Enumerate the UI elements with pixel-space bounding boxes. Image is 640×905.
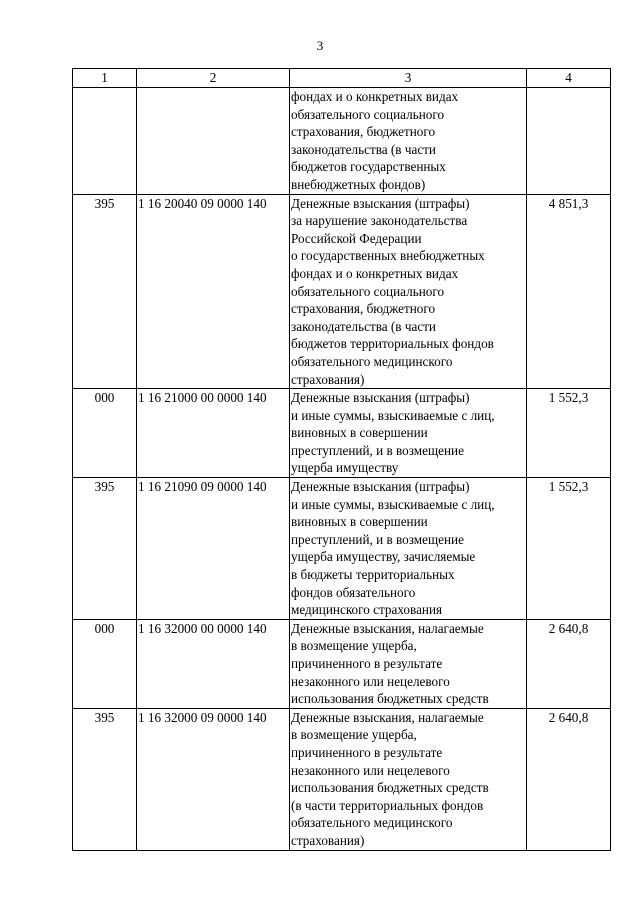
revenue-name-cell: Денежные взыскания (штрафы) и иные суммы, взыскиваемые с лиц, виновных в совершении преступлений, и в возмещение ущерба имуществу, зачисляемые в бюджеты территориальных фондов обязательного медицинского страхования	[290, 478, 527, 620]
revenue-code-cell: 1 16 21000 00 0000 140	[137, 389, 290, 478]
table-row	[73, 88, 611, 195]
amount-cell	[527, 88, 611, 195]
table-row	[73, 619, 611, 708]
amount-cell: 1 552,3	[527, 389, 611, 478]
admin-code-cell: 000	[73, 619, 137, 708]
table-row	[73, 389, 611, 478]
revenue-code-cell	[137, 88, 290, 195]
revenue-code-cell: 1 16 21090 09 0000 140	[137, 478, 290, 620]
amount-cell: 2 640,8	[527, 619, 611, 708]
revenue-table	[72, 68, 611, 851]
revenue-code-cell: 1 16 32000 00 0000 140	[137, 619, 290, 708]
revenue-name-cell: Денежные взыскания, налагаемые в возмещение ущерба, причиненного в результате незаконного или нецелевого использования бюджетных средств (в части территориальных фондов обязательного медицинского страхования)	[290, 708, 527, 850]
revenue-name-cell: фондах и о конкретных видах обязательного социального страхования, бюджетного законодательства (в части бюджетов государственных внебюджетных фондов)	[290, 88, 527, 195]
amount-cell: 2 640,8	[527, 708, 611, 850]
page-number: 3	[316, 38, 324, 53]
column-header-4: 4	[527, 69, 611, 88]
admin-code-cell: 395	[73, 478, 137, 620]
admin-code-cell: 395	[73, 194, 137, 389]
table-row	[73, 708, 611, 850]
column-header-3: 3	[290, 69, 527, 88]
admin-code-cell: 000	[73, 389, 137, 478]
revenue-code-cell: 1 16 20040 09 0000 140	[137, 194, 290, 389]
admin-code-cell: 395	[73, 708, 137, 850]
column-header-2: 2	[137, 69, 290, 88]
revenue-name-cell: Денежные взыскания, налагаемые в возмещение ущерба, причиненного в результате незаконного или нецелевого использования бюджетных средств	[290, 619, 527, 708]
amount-cell: 1 552,3	[527, 478, 611, 620]
column-header-1: 1	[73, 69, 137, 88]
revenue-code-cell: 1 16 32000 09 0000 140	[137, 708, 290, 850]
table-header-row	[73, 69, 611, 88]
table-row	[73, 478, 611, 620]
amount-cell: 4 851,3	[527, 194, 611, 389]
revenue-name-cell: Денежные взыскания (штрафы) и иные суммы, взыскиваемые с лиц, виновных в совершении преступлений, и в возмещение ущерба имуществу	[290, 389, 527, 478]
admin-code-cell	[73, 88, 137, 195]
table-row	[73, 194, 611, 389]
revenue-name-cell: Денежные взыскания (штрафы) за нарушение законодательства Российской Федерации о государственных внебюджетных фондах и о конкретных видах обязательного социального страхования, бюджетного законодательства (в части бюджетов территориальных фондов обязательного медицинского страхования)	[290, 194, 527, 389]
